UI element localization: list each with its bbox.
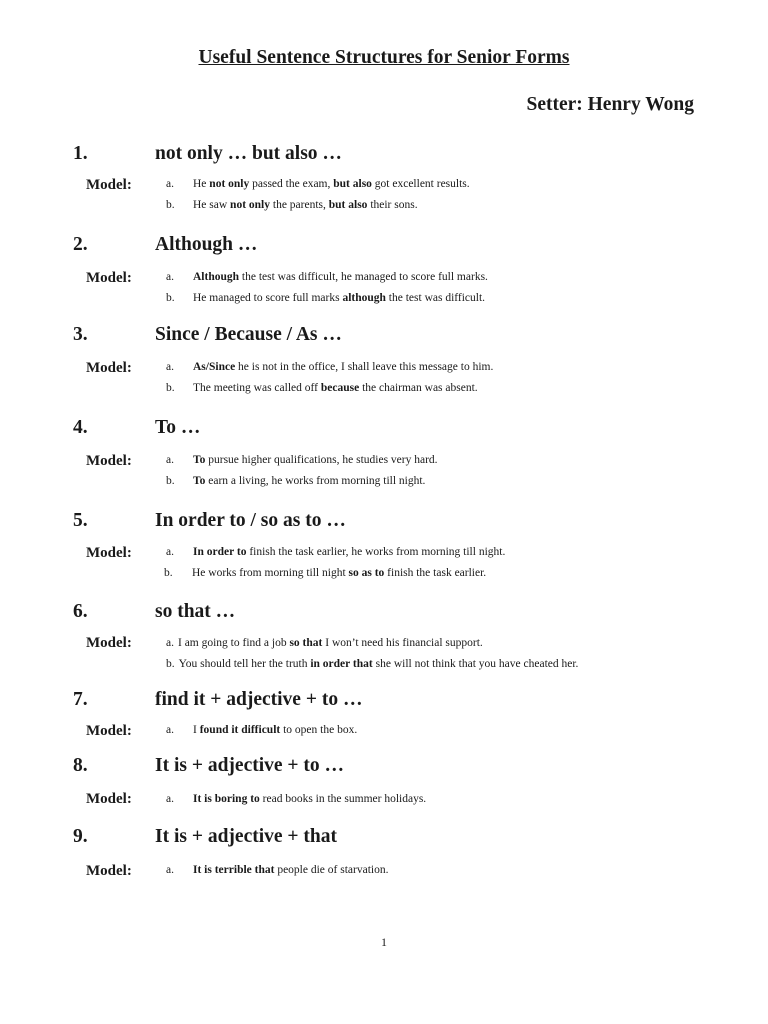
model-label: Model: [86,177,132,193]
setter-line: Setter: Henry Wong [526,94,694,115]
model-label: Model: [86,863,132,879]
section-heading: Since / Because / As … [155,324,342,345]
example-text [193,454,438,466]
example-text [193,475,425,487]
key-phrase: because [320,382,360,394]
sentence-fragment: he is not in the office, I shall leave this message to him. [235,361,494,373]
example-marker: b. [166,658,175,670]
model-label: Model: [86,360,132,376]
example-marker: b. [164,567,173,579]
section-heading: In order to / so as to … [155,510,346,531]
sentence-fragment: pursue higher qualifications, he studies very hard. [205,454,438,466]
document-title: Useful Sentence Structures for Senior Forms [198,47,570,68]
sentence-fragment: You should tell her the truth [178,658,311,670]
section-number: 1. [73,143,88,164]
section-number: 6. [73,601,88,622]
key-phrase: To [193,454,206,466]
model-label: Model: [86,453,132,469]
sentence-fragment: the test was difficult. [385,292,486,304]
key-phrase: not only [209,178,250,190]
section-heading: find it + adjective + to … [155,689,363,710]
sentence-fragment: she will not think that you have cheated her. [372,658,579,670]
sentence-fragment: I [193,724,200,736]
section-heading: not only … but also … [155,143,342,164]
example-text [193,724,357,736]
section-number: 9. [73,826,88,847]
section-heading: To … [155,417,201,438]
example-marker: a. [166,454,174,466]
section-number: 7. [73,689,88,710]
key-phrase: In order to [193,546,247,558]
sentence-fragment: He managed to score full marks [193,292,343,304]
key-phrase: It is terrible that [193,864,275,876]
sentence-fragment: passed the exam, [249,178,334,190]
example-text [193,382,478,394]
key-phrase: not only [230,199,270,211]
sentence-fragment: the test was difficult, he managed to score full marks. [239,271,488,283]
model-label: Model: [86,791,132,807]
section-number: 3. [73,324,88,345]
sentence-fragment: I won’t need his financial support. [322,637,483,649]
example-marker: a. [166,271,174,283]
key-phrase: but also [333,178,372,190]
section-number: 5. [73,510,88,531]
example-marker: a. [166,361,174,373]
sentence-fragment: people die of starvation. [274,864,389,876]
example-marker: b. [166,475,175,487]
sentence-fragment: finish the task earlier, he works from morning till night. [246,546,506,558]
section-heading: It is + adjective + to … [155,755,345,776]
key-phrase: found it difficult [199,724,281,736]
sentence-fragment: the parents, [270,199,329,211]
sentence-fragment: earn a living, he works from morning till night. [205,475,426,487]
example-text [193,361,493,373]
example-marker: a. [166,793,174,805]
sentence-fragment: the chairman was absent. [359,382,478,394]
section-heading: Although … [155,234,258,255]
sentence-fragment: their sons. [367,199,418,211]
key-phrase: It is boring to [193,793,260,805]
example-text [193,864,388,876]
page-number: 1 [381,935,387,949]
key-phrase: although [342,292,386,304]
model-label: Model: [86,270,132,286]
section-number: 8. [73,755,88,776]
example-sentence [166,658,578,670]
sentence-fragment: He saw [193,199,231,211]
example-sentence [166,637,483,649]
example-marker: a. [166,637,174,649]
example-marker: b. [166,199,175,211]
section-number: 2. [73,234,88,255]
example-marker: a. [166,724,174,736]
sentence-fragment: I am going to find a job [177,637,290,649]
key-phrase: so as to [348,567,385,579]
sentence-fragment: He [193,178,210,190]
example-text [178,637,483,649]
key-phrase: so that [289,637,323,649]
example-text [193,546,505,558]
section-number: 4. [73,417,88,438]
example-marker: b. [166,382,175,394]
key-phrase: but also [328,199,368,211]
example-text [193,199,418,211]
sentence-fragment: He works from morning till night [192,567,349,579]
key-phrase: in order that [310,658,373,670]
example-text [193,292,485,304]
example-text [192,567,486,579]
key-phrase: To [193,475,206,487]
key-phrase: Although [193,271,240,283]
example-text [193,793,426,805]
sentence-fragment: to open the box. [280,724,358,736]
example-text [193,271,488,283]
example-text [193,178,470,190]
example-marker: a. [166,546,174,558]
example-marker: a. [166,178,174,190]
key-phrase: As/Since [193,361,236,373]
model-label: Model: [86,545,132,561]
sentence-fragment: The meeting was called off [193,382,321,394]
model-label: Model: [86,635,132,651]
example-text [179,658,579,670]
section-heading: It is + adjective + that [155,826,337,847]
model-label: Model: [86,723,132,739]
section-heading: so that … [155,601,236,622]
example-marker: a. [166,864,174,876]
sentence-fragment: got excellent results. [371,178,470,190]
sentence-fragment: read books in the summer holidays. [259,793,427,805]
sentence-fragment: finish the task earlier. [384,567,487,579]
example-marker: b. [166,292,175,304]
